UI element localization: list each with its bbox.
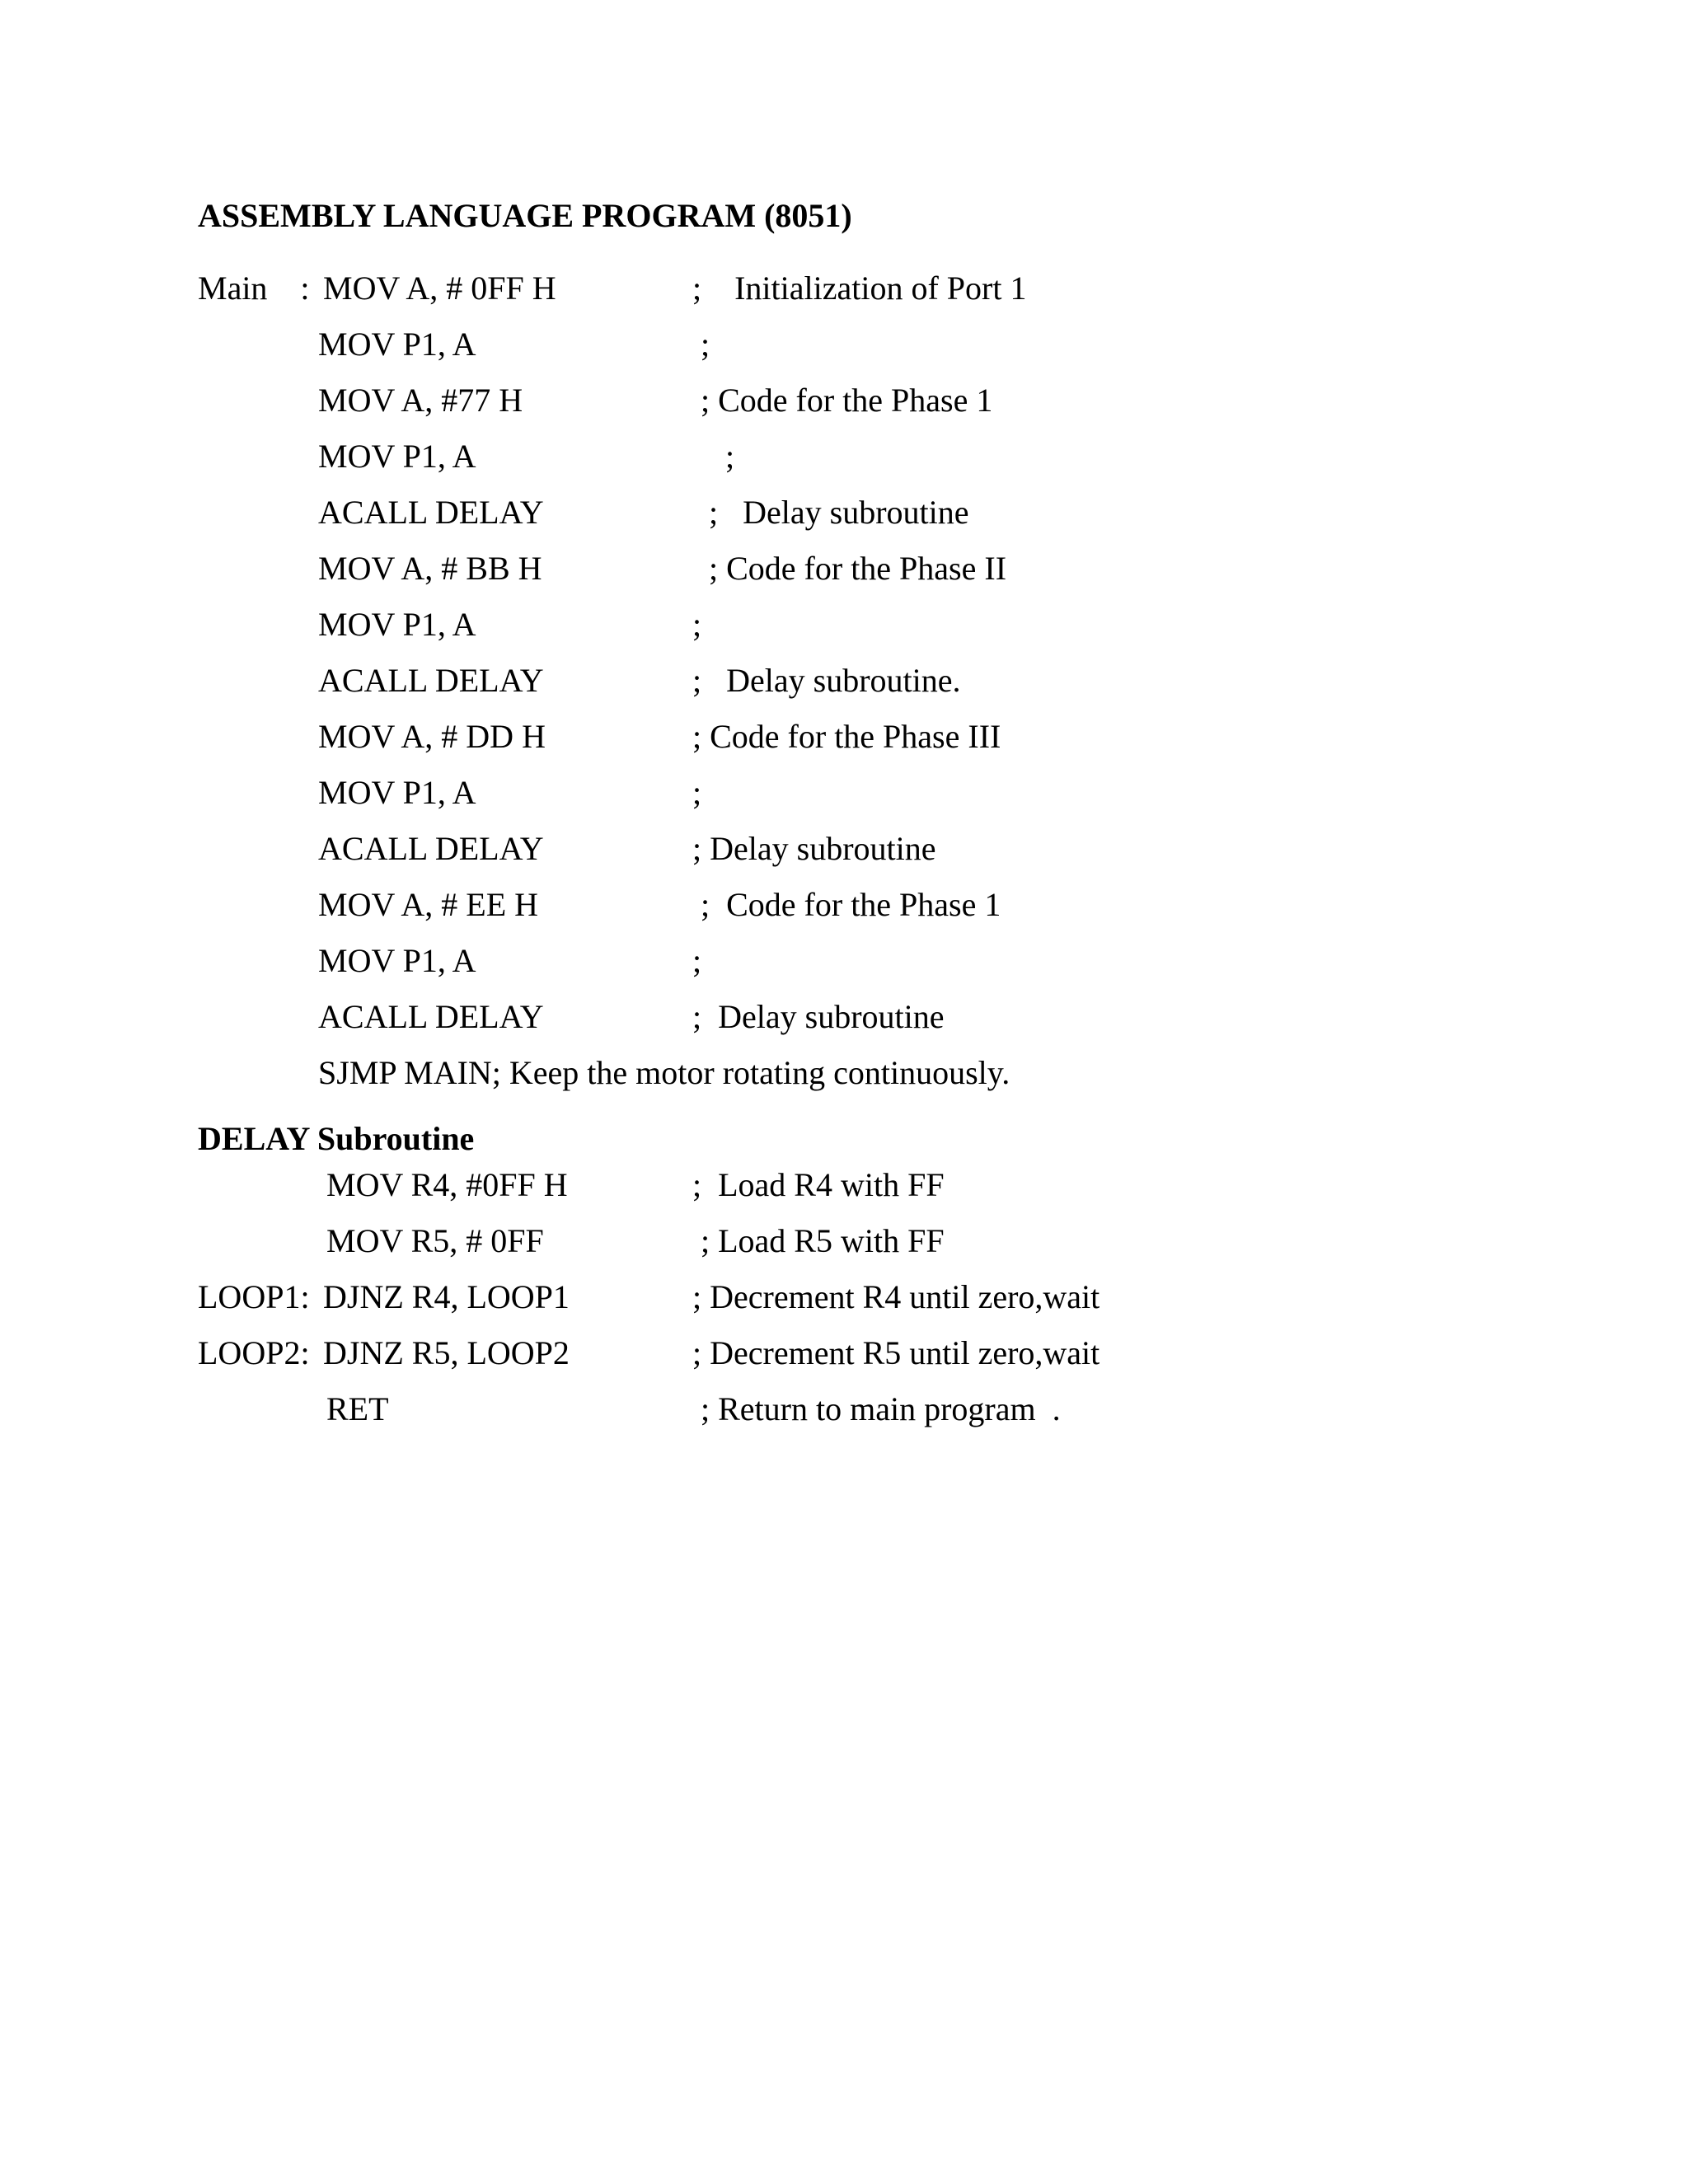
line-instruction: ACALL DELAY <box>318 998 544 1035</box>
line-instruction: ACALL DELAY <box>318 662 544 699</box>
line-instruction: MOV A, #77 H <box>318 382 523 419</box>
line-comment: ; Decrement R5 until zero,wait <box>692 1334 1100 1371</box>
line-comment: ; Initialization of Port 1 <box>692 269 1027 307</box>
line-instruction: MOV A, # 0FF H <box>323 269 556 307</box>
line-instruction: MOV R4, #0FF H <box>326 1166 568 1203</box>
line-instruction: MOV P1, A <box>318 326 476 363</box>
line-comment: ; Delay subroutine <box>709 494 969 531</box>
line-instruction: SJMP MAIN; Keep the motor rotating continuously. <box>318 1054 1010 1091</box>
program-title: ASSEMBLY LANGUAGE PROGRAM (8051) <box>198 197 852 234</box>
line-instruction: MOV R5, # 0FF <box>326 1222 544 1259</box>
line-instruction: MOV P1, A <box>318 606 476 643</box>
line-comment: ; Code for the Phase 1 <box>701 886 1001 923</box>
line-instruction: MOV P1, A <box>318 942 476 979</box>
line-instruction: DJNZ R4, LOOP1 <box>323 1278 570 1315</box>
line-comment: ; Delay subroutine <box>692 998 945 1035</box>
line-label: Main : <box>198 269 310 307</box>
line-instruction: MOV A, # DD H <box>318 718 546 755</box>
line-label: LOOP1: <box>198 1278 310 1315</box>
line-instruction: ACALL DELAY <box>318 494 544 531</box>
line-comment: ; <box>701 326 710 363</box>
line-comment: ; Return to main program . <box>701 1390 1061 1427</box>
line-comment: ; <box>692 942 702 979</box>
line-instruction: MOV P1, A <box>318 438 476 475</box>
line-comment: ; Load R4 with FF <box>692 1166 945 1203</box>
line-instruction: RET <box>326 1390 389 1427</box>
line-comment: ; Delay subroutine. <box>692 662 961 699</box>
line-instruction: MOV A, # BB H <box>318 550 542 587</box>
line-comment: ; <box>692 774 702 811</box>
line-comment: ; Code for the Phase III <box>692 718 1001 755</box>
line-instruction: ACALL DELAY <box>318 830 544 867</box>
line-comment: ; Delay subroutine <box>692 830 936 867</box>
line-instruction: DJNZ R5, LOOP2 <box>323 1334 570 1371</box>
line-comment: ; Load R5 with FF <box>701 1222 945 1259</box>
line-comment: ; <box>692 606 702 643</box>
line-label: LOOP2: <box>198 1334 310 1371</box>
line-instruction: MOV P1, A <box>318 774 476 811</box>
line-comment: ; Decrement R4 until zero,wait <box>692 1278 1100 1315</box>
line-comment: ; Code for the Phase 1 <box>701 382 993 419</box>
line-instruction: MOV A, # EE H <box>318 886 539 923</box>
line-comment: ; Code for the Phase II <box>709 550 1007 587</box>
line-comment: ; <box>725 438 735 475</box>
subroutine-heading: DELAY Subroutine <box>198 1120 475 1157</box>
